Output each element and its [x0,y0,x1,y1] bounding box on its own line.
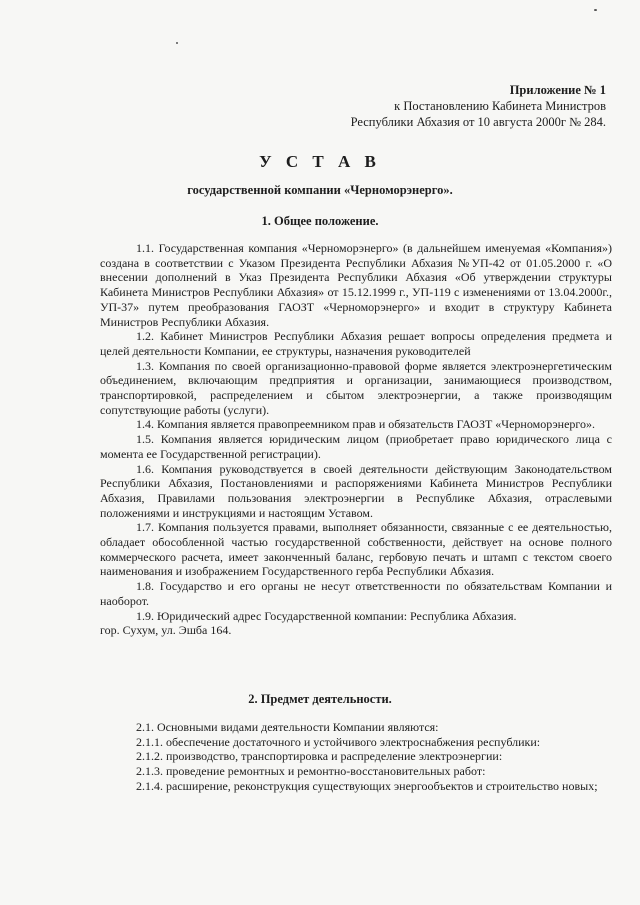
address-line: гор. Сухум, ул. Эшба 164. [100,623,232,638]
appendix-block [276,82,606,130]
section-2-heading: 2. Предмет деятельности. [248,692,392,706]
section-2-body [100,720,612,794]
section-1-body [100,241,612,638]
appendix-line: к Постановлению Кабинета Министров [394,99,606,113]
paragraph: 1.4. Компания является правопреемником прав и обязательств ГАОЗТ «Черноморэнерго». [136,417,596,432]
paragraph: 1.6. Компания руководствуется в своей деятельности действующим Законодательством Республики Абхазия, Постановлениями и распоряжениями Кабинета Министров Республики Абхазия, Правилами пользования электроэнергии в Республике Абхазия, отраслевыми положениями и инструкциями и настоящим Уставом. [100,461,612,520]
paragraph: 1.5. Компания является юридическим лицом (приобретает право юридического лица с момента ее Государственной регистрации). [100,432,612,461]
paragraph: 1.2. Кабинет Министров Республики Абхазия решает вопросы определения предмета и целей деятельности Компании, ее структуры, назначения руководителей [100,329,612,358]
document-subtitle: государственной компании «Черноморэнерго». [187,183,453,197]
paragraph: 2.1.2. производство, транспортировка и распределение электроэнергии: [136,749,503,764]
appendix-title: Приложение № 1 [509,83,606,97]
section-1-heading: 1. Общее положение. [261,214,379,228]
paragraph: 2.1.3. проведение ремонтных и ремонтно-восстановительных работ: [136,764,486,779]
scan-speck [176,42,178,44]
paragraph: 1.9. Юридический адрес Государственной компании: Республика Абхазия. [136,608,517,623]
paragraph: 1.1. Государственная компания «Черноморэнерго» (в дальнейшем именуемая «Компания») создана в соответствии с Указом Президента Республики Абхазия №УП-42 от 01.05.2000 г. «О внесении дополнений в Указ Президента Республики Абхазия «Об утверждении структуры Кабинета Министров Республики Абхазия» от 15.12.1999 г., УП-119 с изменениями от 13.04.2000г., УП-37» путем преобразования ГАОЗТ «Черноморэнерго» и входит в структуру Кабинета Министров Республики Абхазия. [100,241,612,329]
document-title: У С Т А В [259,152,381,171]
paragraph: 1.8. Государство и его органы не несут ответственности по обязательствам Компании и наоборот. [100,579,612,608]
appendix-line: Республики Абхазия от 10 августа 2000г № 284. [350,115,606,129]
paragraph: 2.1. Основными видами деятельности Компании являются: [136,720,439,734]
paragraph: 2.1.1. обеспечение достаточного и устойчивого электроснабжения республики: [136,734,541,749]
paragraph: 2.1.4. расширение, реконструкция существующих энергообъектов и строительство новых; [136,778,598,793]
scan-speck [594,9,597,11]
paragraph: 1.7. Компания пользуется правами, выполняет обязанности, связанные с ее деятельностью, обладает обособленной частью государственной собственности, действует на основе полного коммерческого расчета, имеет законченный баланс, гербовую печать и штамп с текстом своего наименования и изображением Государственного герба Республики Абхазия. [100,520,612,579]
paragraph: 1.3. Компания по своей организационно-правовой форме является электроэнергетическим объединением, включающим предприятия и организации, занимающиеся производством, транспортировкой, распределением и сбытом электроэнергии, а также производящим сопутствующие работы (услуги). [100,358,612,417]
